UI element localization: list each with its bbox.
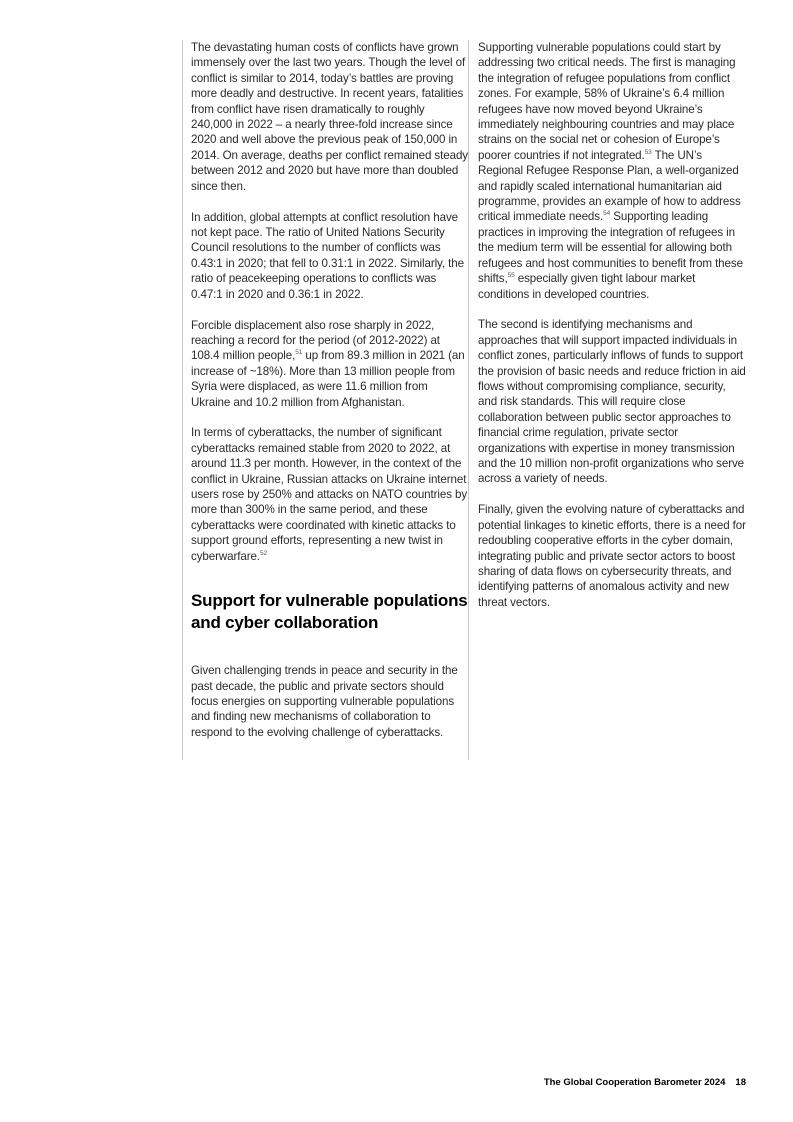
footnote-ref-53: 53 — [644, 148, 652, 156]
paragraph-aid-mechanisms: The second is identifying mechanisms and approaches that will support impacted individuals in conflict zones, particularly inflows of funds to support the provision of basic needs and reduce friction in aid flows without compromising compliance, security, and risk standards. This will require close collaboration between public sector approaches to financial crime regulation, private sector organizations with expertise in money transmission and the 10 million non-profit organizations who serve across a variety of needs. — [478, 318, 746, 486]
paragraph-refugee-part-3: Supporting leading practices in improving the integration of refugees in the medium term will be essential for allowing both refugees and host communities to benefit from these shifts, — [478, 210, 743, 286]
paragraph-displacement-part-2: up from 89.3 million in 2021 (an increase of ~18%). More than 13 million people from Syria were displaced, as were 11.6 million from Ukraine and 10.2 million from Afghanistan. — [191, 349, 465, 409]
paragraph-cyberattacks — [191, 425, 468, 564]
section-heading: Support for vulnerable populations and cyber collaboration — [191, 591, 468, 632]
footnote-ref-55: 55 — [507, 272, 515, 280]
paragraph-refugee-integration — [478, 40, 746, 302]
footnote-ref-54: 54 — [603, 210, 611, 218]
paragraph-conflict-resolution: In addition, global attempts at conflict resolution have not kept pace. The ratio of United Nations Security Council resolutions to the number of conflicts was 0.43:1 in 2020; that fell to 0.31:1 in 2022. Similarly, the ratio of peacekeeping operations to conflicts was 0.47:1 in 2020 and 0.36:1 in 2022. — [191, 210, 464, 301]
paragraph-section-intro: Given challenging trends in peace and security in the past decade, the public and private sectors should focus energies on supporting vulnerable populations and finding new mechanisms of collaboration to respond to the evolving challenge of cyberattacks. — [191, 664, 458, 739]
paragraph-refugee-part-2: The UN’s Regional Refugee Response Plan, a well-organized and rapidly scaled international humanitarian aid programme, provides an example of how to address critical immediate needs. — [478, 148, 741, 224]
page-footer — [544, 1077, 746, 1088]
report-title: The Global Cooperation Barometer 2024 — [543, 1077, 726, 1088]
left-column — [182, 40, 469, 760]
page-number: 18 — [735, 1077, 746, 1088]
paragraph-conflict-costs: The devastating human costs of conflicts have grown immensely over the last two years. Though the level of conflict is similar to 2014, today’s battles are proving more deadly and destructive. In recent years, fatalities from conflict have risen dramatically to roughly 240,000 in 2022 – a nearly three-fold increase since 2020 and well above the previous peak of 150,000 in 2014. On average, deaths per conflict remained steady between 2012 and 2020 but have more than doubled since then. — [191, 41, 468, 193]
right-column — [478, 40, 746, 626]
paragraph-refugee-part-4: especially given tight labour market conditions in developed countries. — [478, 272, 696, 301]
paragraph-cyber-cooperation: Finally, given the evolving nature of cyberattacks and potential linkages to kinetic efforts, there is a need for redoubling cooperative efforts in the cyber domain, integrating public and private sector actors to boost sharing of data flows on cybersecurity threats, and identifying patterns of anomalous activity and new threat vectors. — [478, 503, 746, 609]
footnote-ref-51: 51 — [295, 349, 303, 357]
paragraph-displacement-part-1: Forcible displacement also rose sharply in 2022, reaching a record for the period (of 2012-2022) at 108.4 million people, — [191, 318, 440, 363]
paragraph-displacement — [191, 318, 468, 410]
paragraph-refugee-part-1: Supporting vulnerable populations could start by addressing two critical needs. The first is managing the integration of refugee populations from conflict zones. For example, 58% of Ukraine’s 6.4 million refugees have now moved beyond Ukraine’s immediately neighbouring countries and may place strains on the social net or cohesion of Europe’s poorer countries if not integrated. — [478, 41, 736, 162]
footnote-ref-52: 52 — [259, 549, 267, 557]
paragraph-cyberattacks-text: In terms of cyberattacks, the number of significant cyberattacks remained stable from 2020 to 2022, at around 11.3 per month. However, in the context of the conflict in Ukraine, Russian attacks on Ukraine internet users rose by 250% and attacks on NATO countries by more than 300% in the same period, and these cyberattacks were coordinated with kinetic attacks to support ground efforts, representing a new twist in cyberwarfare. — [191, 426, 468, 563]
